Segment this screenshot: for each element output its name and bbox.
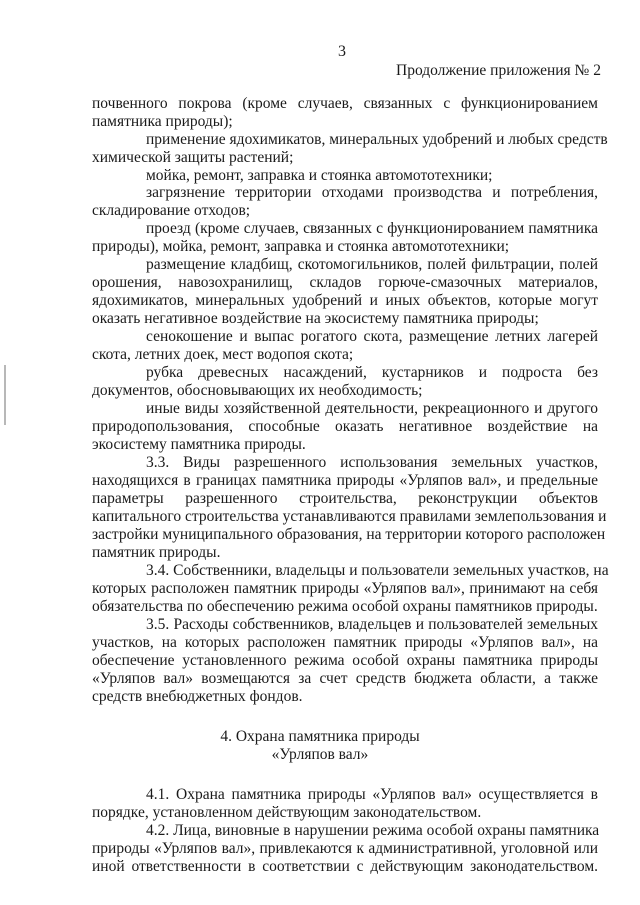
text-line: загрязнение территории отходами производства и потребления, — [146, 184, 598, 201]
text-line: находящихся в границах памятника природы «Урляпов вал», и предельные — [92, 472, 598, 489]
text-line: документов, обосновывающих их необходимость; — [92, 382, 423, 399]
text-line: орошения, навозохранилищ, складов горюче-смазочных материалов, — [92, 274, 598, 291]
text-line: складирование отходов; — [92, 202, 251, 219]
scan-margin-mark — [4, 365, 6, 425]
text-line: обязательства по обеспечению режима особой охраны памятников природы. — [92, 598, 598, 615]
text-line: 3.4. Собственники, владельцы и пользователи земельных участков, на — [146, 562, 609, 579]
continuation-header: Продолжение приложения № 2 — [396, 62, 601, 79]
section-heading-subtitle: «Урляпов вал» — [271, 746, 369, 763]
text-line: рубка древесных насаждений, кустарников и подроста без — [146, 364, 598, 381]
text-line: 4.2. Лица, виновные в нарушении режима особой охраны памятника — [146, 822, 600, 839]
text-line: природопользования, способные оказать негативное воздействие на — [92, 418, 598, 435]
text-line: иной ответственности в соответствии с действующим законодательством. — [92, 858, 598, 875]
text-line: сенокошение и выпас рогатого скота, размещение летних лагерей — [146, 328, 598, 345]
text-line: обеспечение установленного режима особой охраны памятника природы — [92, 652, 598, 669]
text-line: природы), мойка, ремонт, заправка и стоянка автомототехники; — [92, 238, 510, 255]
section-heading: 4. Охрана памятника природы — [220, 728, 420, 745]
text-line: которых расположен памятник природы «Урляпов вал», принимают на себя — [92, 580, 598, 597]
text-line: 3.3. Виды разрешенного использования земельных участков, — [146, 454, 598, 471]
text-line: проезд (кроме случаев, связанных с функционированием памятника — [146, 220, 598, 237]
text-line: памятник природы. — [92, 544, 221, 561]
text-line: иные виды хозяйственной деятельности, рекреационного и другого — [146, 400, 598, 417]
text-line: оказать негативное воздействие на экосистему памятника природы; — [92, 310, 539, 327]
text-line: параметры разрешенного строительства, реконструкции объектов — [92, 490, 598, 507]
text-line: капитального строительства устанавливаются правилами землепользования и — [92, 508, 607, 525]
text-line: природы «Урляпов вал», привлекаются к административной, уголовной или — [92, 840, 598, 857]
text-line: памятника природы); — [92, 113, 233, 130]
text-line: 4.1. Охрана памятника природы «Урляпов вал» осуществляется в — [146, 786, 598, 803]
text-line: 3.5. Расходы собственников, владельцев и пользователей земельных — [146, 616, 598, 633]
text-line: химической защиты растений; — [92, 149, 294, 166]
page-number: 3 — [338, 43, 346, 60]
text-line: экосистему памятника природы. — [92, 436, 306, 453]
text-line: применение ядохимикатов, минеральных удобрений и любых средств — [146, 131, 608, 148]
text-line: порядке, установленном действующим законодательством. — [92, 804, 482, 821]
text-line: почвенного покрова (кроме случаев, связанных с функционированием — [92, 95, 598, 112]
text-line: ядохимикатов, минеральных удобрений и иных объектов, которые могут — [92, 292, 598, 309]
text-line: размещение кладбищ, скотомогильников, полей фильтрации, полей — [146, 256, 598, 273]
text-line: средств внебюджетных фондов. — [92, 688, 303, 705]
text-line: участков, на которых расположен памятник природы «Урляпов вал», на — [92, 634, 598, 651]
text-line: скота, летних доек, мест водопоя скота; — [92, 346, 354, 363]
text-line: застройки муниципального образования, на территории которого расположен — [92, 526, 606, 543]
text-line: «Урляпов вал» возмещаются за счет средств бюджета области, а также — [92, 670, 598, 687]
text-line: мойка, ремонт, заправка и стоянка автомототехники; — [146, 167, 493, 184]
